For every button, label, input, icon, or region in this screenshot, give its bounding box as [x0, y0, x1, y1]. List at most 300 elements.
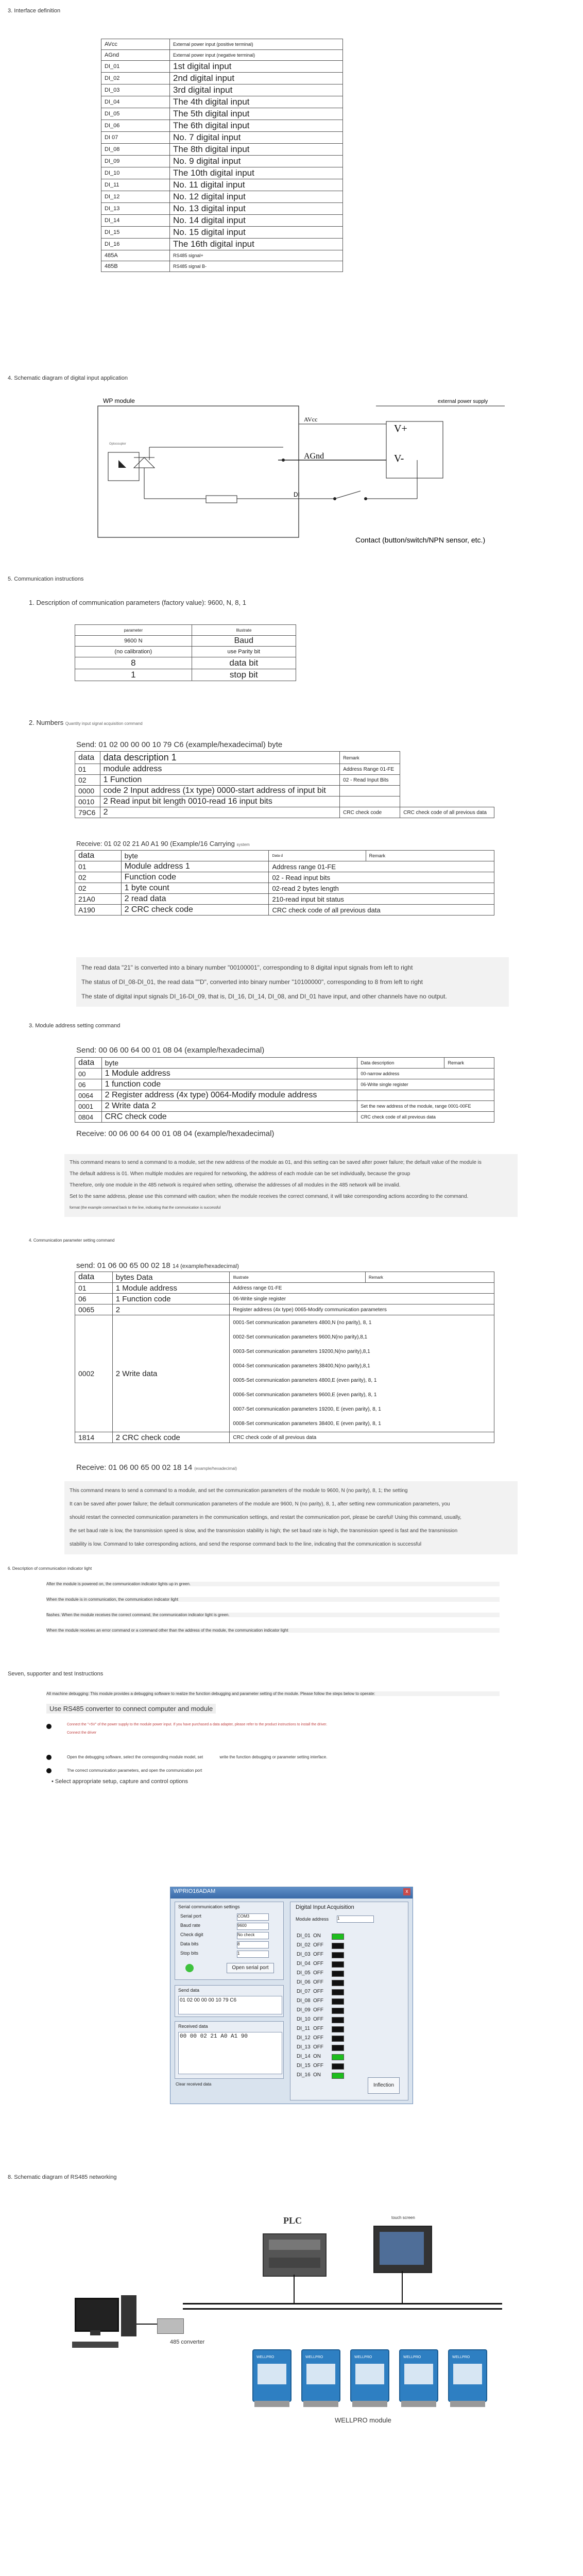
- note-line: Set to the same address, please use this command with caution; when the module receives the correct command, it will take corresponding actions according to the command.: [70, 1194, 469, 1199]
- table-row: [101, 120, 343, 132]
- header-cell: Remark: [444, 1058, 494, 1069]
- di-status: OFF: [313, 1989, 323, 1994]
- header-cell: parameter: [75, 625, 192, 636]
- pin-name: DI_16: [101, 239, 170, 250]
- step1: Use RS485 converter to connect computer and module: [46, 1704, 216, 1714]
- di-label: DI_04: [297, 1961, 311, 1967]
- table-header: [75, 1272, 494, 1283]
- table-row: [75, 1283, 494, 1294]
- pin-description: The 8th digital input: [170, 144, 343, 156]
- note-line: This command means to send a command to a module, and set the communication parameters of the module to 9600, N (no parity), 8, 1; the setting: [70, 1488, 408, 1494]
- table-row: [101, 96, 343, 108]
- table-row: [75, 883, 494, 894]
- table-row: [75, 1294, 494, 1304]
- table-row: [75, 786, 494, 796]
- di-status: OFF: [313, 1979, 323, 1985]
- table-cell: [340, 796, 400, 807]
- note-line: It can be saved after power failure; the default communication parameters of the module are 9600, N (no parity), 8, 1, after setting new communication parameters, you: [70, 1501, 450, 1507]
- table-cell: 210-read input bit status: [269, 894, 494, 905]
- header-cell: Data d: [269, 851, 366, 861]
- header-cell: Data description: [357, 1058, 444, 1069]
- table-cell: Address range 01-FE: [230, 1283, 494, 1294]
- di-status: OFF: [313, 1970, 323, 1976]
- table-cell: 2 read data: [121, 894, 269, 905]
- table-cell: data bit: [192, 657, 296, 669]
- databits-label: Data bits: [180, 1941, 199, 1946]
- wellpro-module: WELLPRO: [301, 2349, 340, 2402]
- di-label: DI_13: [297, 2044, 311, 2050]
- table-cell: Function code: [121, 872, 269, 883]
- note-line: should restart the connected communication parameters in the communication settings, and restart the communication port, please be careful! Using this command, usually,: [70, 1515, 461, 1520]
- table-cell: CRC check code of all previous data: [230, 1432, 494, 1443]
- di-status: OFF: [313, 1942, 323, 1948]
- header-cell: data description 1: [100, 752, 340, 764]
- pin-name: DI_12: [101, 191, 170, 203]
- pin-description: The 10th digital input: [170, 167, 343, 179]
- table-row: [75, 861, 494, 872]
- di-status: OFF: [313, 2026, 323, 2031]
- pin-name: DI_03: [101, 84, 170, 96]
- di-status: ON: [313, 2072, 321, 2078]
- table-cell: 01: [75, 1283, 113, 1294]
- table-row: [101, 227, 343, 239]
- port-select[interactable]: COM3: [237, 1913, 269, 1921]
- table-cell: 2 Write data 2: [101, 1101, 357, 1112]
- receive-label: Receive: 01 02 02 21 A0 A1 90 (Example/16 Carrying system: [76, 840, 250, 848]
- section-heading: 4. Schematic diagram of digital input application: [8, 375, 128, 381]
- optocoupler-label: Optocoupler: [109, 443, 126, 446]
- table-cell: 0010: [75, 796, 100, 807]
- received-data-label: Received data: [178, 2024, 208, 2029]
- pin-description: External power input (negative terminal): [170, 50, 343, 61]
- header-cell: Remark: [365, 1272, 494, 1283]
- comm-value: 0003-Set communication parameters 19200,N(no parity),8,1: [233, 1349, 370, 1354]
- di-led-icon: [332, 2054, 344, 2060]
- table-cell: code 2 Input address (1x type) 0000-start address of input bit: [100, 786, 340, 796]
- pin-name: 485B: [101, 261, 170, 272]
- pin-name: DI_11: [101, 179, 170, 191]
- collect-button[interactable]: Inflection: [368, 2077, 400, 2094]
- table-row: [75, 1304, 494, 1315]
- table-cell: 1 Function code: [112, 1294, 230, 1304]
- table-row: [101, 132, 343, 144]
- pin-name: 485A: [101, 250, 170, 261]
- addr-note: [64, 1154, 518, 1217]
- addr-receive-label: Receive: 00 06 00 64 00 01 08 04 (example/hexadecimal): [76, 1129, 275, 1138]
- module-address-label: Module address: [296, 1917, 329, 1922]
- table-row: [75, 1315, 494, 1432]
- comm-value: 0005-Set communication parameters 4800,E (even parity), 8, 1: [233, 1378, 377, 1383]
- check-select[interactable]: No check: [237, 1932, 269, 1939]
- bus-line: [183, 2303, 502, 2304]
- pin-name: AGnd: [101, 50, 170, 61]
- table-cell: 2 Write data: [112, 1315, 230, 1432]
- di-status: OFF: [313, 1952, 323, 1957]
- pin-name: DI_13: [101, 203, 170, 215]
- table-row: [75, 764, 494, 775]
- explain-line: The state of digital input signals DI_16-DI_09, that is, DI_16, DI_14, DI_08, and DI_01 have input, and other channels have no output.: [81, 993, 447, 1000]
- send-data-label: Send data: [178, 1988, 200, 1993]
- table-cell: CRC check code of all previous data: [400, 807, 494, 818]
- table-row: [101, 39, 343, 50]
- table-row: [101, 167, 343, 179]
- intro: All machine debugging: This module provides a debugging software to realize the function debugging and parameter setting of the module. Please follow the steps below to operate:: [46, 1691, 500, 1696]
- sub-heading: 4. Communication parameter setting command: [29, 1238, 115, 1243]
- table-cell: 02-read 2 bytes length: [269, 883, 494, 894]
- pin-description: No. 15 digital input: [170, 227, 343, 239]
- pin-description: 1st digital input: [170, 61, 343, 73]
- di-label: DI_10: [297, 2016, 311, 2022]
- port-label: Serial port: [180, 1913, 202, 1919]
- table-cell: Address Range 01-FE: [340, 764, 400, 775]
- table-row: [75, 657, 296, 669]
- pin-description: No. 14 digital input: [170, 215, 343, 227]
- table-cell: 00-narrow address: [357, 1069, 494, 1079]
- header-cell: data: [75, 752, 100, 764]
- comm-value: 0002-Set communication parameters 9600,N(no parity),8,1: [233, 1334, 368, 1340]
- table-cell: 1 Function: [100, 775, 340, 786]
- table-row: [101, 50, 343, 61]
- comm-value: 0006-Set communication parameters 9600,E (even parity), 8, 1: [233, 1392, 377, 1398]
- baud-select[interactable]: 9600: [237, 1923, 269, 1930]
- table-cell: 06: [75, 1079, 102, 1090]
- di-label: DI_16: [297, 2072, 311, 2078]
- table-cell: Module address 1: [121, 861, 269, 872]
- baud-label: Baud rate: [180, 1923, 201, 1928]
- header-cell: Illustrate: [192, 625, 296, 636]
- pin-description: The 6th digital input: [170, 120, 343, 132]
- send-panel: [175, 1985, 284, 2017]
- table-cell: 9600 N: [75, 636, 192, 647]
- table-row: [75, 807, 494, 818]
- step2: Connect the "+5V" of the power supply to the module power input. If you have purchased a data adapter, please refer to the product instructions to install the driver.: [67, 1723, 328, 1726]
- stopbits-label: Stop bits: [180, 1951, 199, 1956]
- comm-value: 0007-Set communication parameters 19200, E (even parity), 8, 1: [233, 1406, 381, 1412]
- table-row: [75, 1112, 494, 1123]
- pin-name: DI 07: [101, 132, 170, 144]
- clear-received-button[interactable]: Clear received data: [176, 2082, 212, 2087]
- di-label: DI_11: [297, 2026, 310, 2031]
- contact-label: Contact (button/switch/NPN sensor, etc.): [355, 536, 486, 544]
- table-cell: [230, 1315, 494, 1432]
- vplus-label: V+: [394, 423, 407, 434]
- computer-tower: [121, 2295, 136, 2336]
- di-label: DI_15: [297, 2063, 311, 2069]
- table-row: [101, 191, 343, 203]
- received-data-field[interactable]: 00 00 02 21 A0 A1 90: [178, 2032, 282, 2074]
- pin-description: The 4th digital input: [170, 96, 343, 108]
- header-cell: Illustrate: [230, 1272, 365, 1283]
- header-cell: byte: [101, 1058, 357, 1069]
- pin-description: The 16th digital input: [170, 239, 343, 250]
- table-cell: 1 Module address: [101, 1069, 357, 1079]
- header-cell: bytes Data: [112, 1272, 230, 1283]
- step2b: Connect the driver: [67, 1731, 97, 1735]
- pin-name: DI_15: [101, 227, 170, 239]
- di-label: DI_03: [297, 1952, 311, 1957]
- table-cell: 02 - Read Input Bits: [340, 775, 400, 786]
- step3: Open the debugging software, select the corresponding module model, set write the function debugging or parameter setting interface.: [67, 1755, 328, 1759]
- table-header: [75, 851, 494, 861]
- table-row: [75, 894, 494, 905]
- table-row: [101, 144, 343, 156]
- di-label: DI_02: [297, 1942, 311, 1948]
- pin-name: AVcc: [101, 39, 170, 50]
- table-row: [75, 1432, 494, 1443]
- sub-heading: 3. Module address setting command: [29, 1023, 121, 1029]
- di-led-icon: [332, 2073, 344, 2079]
- table-row: [101, 73, 343, 84]
- plc-device: [263, 2233, 327, 2277]
- wellpro-module: WELLPRO: [252, 2349, 292, 2402]
- table-cell: [340, 786, 400, 796]
- digital-input-title: Digital Input Acquisition: [296, 1904, 354, 1910]
- table-row: [75, 636, 296, 647]
- header-cell: data: [75, 851, 122, 861]
- di-status: OFF: [313, 1998, 323, 2004]
- table-cell: 0001: [75, 1101, 102, 1112]
- comm-receive-label: Receive: 01 06 00 65 00 02 18 14 (example/hexadecimal): [76, 1463, 237, 1472]
- computer-monitor: [75, 2298, 119, 2332]
- di-label: DI_06: [297, 1979, 311, 1985]
- serial-settings-label: Serial communication settings: [178, 1904, 240, 1909]
- table-cell: 2: [112, 1304, 230, 1315]
- di-led-icon: [332, 2063, 344, 2070]
- table-row: [101, 179, 343, 191]
- table-cell: CRC check code of all previous data: [269, 905, 494, 916]
- comm-note: [64, 1481, 518, 1554]
- table-row: [101, 84, 343, 96]
- comm-value: 0001-Set communication parameters 4800,N (no parity), 8, 1: [233, 1320, 372, 1326]
- di-label: DI_01: [297, 1933, 311, 1939]
- table-cell: CRC check code of all previous data: [357, 1112, 494, 1123]
- table-cell: 21A0: [75, 894, 122, 905]
- di-led-icon: [332, 2036, 344, 2042]
- table-cell: use Parity bit: [192, 647, 296, 657]
- di-label: DI_05: [297, 1970, 311, 1976]
- pin-name: DI_09: [101, 156, 170, 167]
- pin-description: No. 11 digital input: [170, 179, 343, 191]
- table-cell: 06-Write single register: [230, 1294, 494, 1304]
- pin-name: DI_14: [101, 215, 170, 227]
- table-cell: 00: [75, 1069, 102, 1079]
- table-row: [75, 669, 296, 681]
- pin-description: 3rd digital input: [170, 84, 343, 96]
- indicator-line: After the module is powered on, the communication indicator lights up in green.: [46, 1582, 500, 1586]
- comm-value: 0004-Set communication parameters 38400,N(no parity),8,1: [233, 1363, 370, 1369]
- wellpro-module: WELLPRO: [399, 2349, 438, 2402]
- di-led-icon: [332, 1961, 344, 1968]
- comm-send-label: send: 01 06 00 65 00 02 18 14 (example/hexadecimal): [76, 1261, 239, 1270]
- di-status: OFF: [313, 2007, 323, 2013]
- di-led-icon: [332, 1934, 344, 1940]
- section-heading: 6. Description of communication indicator light: [8, 1566, 92, 1571]
- table-cell: 2: [100, 807, 340, 818]
- converter-device: [157, 2318, 184, 2334]
- header-cell: Remark: [366, 851, 494, 861]
- close-icon[interactable]: x: [403, 1888, 410, 1895]
- step5: • Select appropriate setup, capture and control options: [52, 1778, 188, 1785]
- di-led-icon: [332, 1998, 344, 2005]
- table-cell: Address range 01-FE: [269, 861, 494, 872]
- comm-value: 0008-Set communication parameters 38400, E (even parity), 8, 1: [233, 1421, 381, 1427]
- pin-description: External power input (positive terminal): [170, 39, 343, 50]
- addr-send-label: Send: 00 06 00 64 00 01 08 04 (example/hexadecimal): [76, 1046, 265, 1055]
- note-line: Therefore, only one module in the 485 network is required when setting, otherwise the addresses of all modules in the 485 network will be invalid.: [70, 1182, 401, 1188]
- wellpro-module: WELLPRO: [350, 2349, 389, 2402]
- table-cell: 79C6: [75, 807, 100, 818]
- table-cell: 8: [75, 657, 192, 669]
- pin-name: DI_01: [101, 61, 170, 73]
- table-cell: stop bit: [192, 669, 296, 681]
- di-led-icon: [332, 1989, 344, 1995]
- open-port-button[interactable]: Open serial port: [227, 1963, 274, 1973]
- plc-label: PLC: [283, 2215, 302, 2226]
- section-heading: Seven, supporter and test Instructions: [8, 1671, 104, 1677]
- table-row: [101, 203, 343, 215]
- bullet-icon: [46, 1724, 52, 1729]
- table-row: [75, 872, 494, 883]
- table-cell: 1: [75, 669, 192, 681]
- note-line: format (the example command back to the line, indicating that the communication is successful: [70, 1206, 221, 1210]
- touch-screen: [373, 2226, 432, 2273]
- pin-description: The 5th digital input: [170, 108, 343, 120]
- di-led-icon: [332, 2008, 344, 2014]
- table-row: [75, 1090, 494, 1101]
- send-table: [75, 751, 494, 818]
- sub-heading: 1. Description of communication parameters (factory value): 9600, N, 8, 1: [29, 599, 246, 606]
- table-cell: (no calibration): [75, 647, 192, 657]
- pin-name: DI_04: [101, 96, 170, 108]
- touch-label: touch screen: [391, 2215, 415, 2220]
- indicator-line: flashes. When the module receives the correct command, the communication indicator light is green.: [46, 1613, 500, 1617]
- pin-description: RS485 signal+: [170, 250, 343, 261]
- table-row: [101, 61, 343, 73]
- digital-input-schematic: [77, 396, 541, 550]
- debug-software-window: [170, 1887, 413, 2104]
- di-status: OFF: [313, 2016, 323, 2022]
- table-cell: 01: [75, 764, 100, 775]
- di-label: DI_12: [297, 2035, 311, 2041]
- table-cell: 02 - Read input bits: [269, 872, 494, 883]
- pin-description: 2nd digital input: [170, 73, 343, 84]
- table-header: [75, 1058, 494, 1069]
- table-row: [75, 775, 494, 786]
- table-cell: A190: [75, 905, 122, 916]
- ext-supply-label: external power supply: [438, 399, 488, 404]
- pin-description: RS485 signal B-: [170, 261, 343, 272]
- pin-name: DI_02: [101, 73, 170, 84]
- table-row: [101, 239, 343, 250]
- agnd-label: AGnd: [304, 452, 324, 461]
- pin-description: No. 13 digital input: [170, 203, 343, 215]
- table-cell: 2 CRC check code: [121, 905, 269, 916]
- vminus-label: V-: [394, 453, 404, 464]
- bullet-icon: [46, 1768, 52, 1773]
- pin-name: DI_10: [101, 167, 170, 179]
- table-cell: 1 function code: [101, 1079, 357, 1090]
- table-cell: 06: [75, 1294, 113, 1304]
- header-cell: data: [75, 1058, 102, 1069]
- di-label: DI_14: [297, 2054, 311, 2059]
- section-heading: 5. Communication instructions: [8, 576, 84, 582]
- wellpro-module: WELLPRO: [448, 2349, 487, 2402]
- explain-line: The read data "21" is converted into a binary number "00100001", corresponding to 8 digital input signals from left to right: [81, 964, 413, 971]
- di-status: OFF: [313, 2035, 323, 2041]
- header-cell: byte: [121, 851, 269, 861]
- module-label: WELLPRO module: [335, 2416, 391, 2424]
- receive-panel: [175, 2021, 284, 2079]
- converter-label: 485 converter: [170, 2339, 205, 2345]
- note-line: The default address is 01. When multiple modules are required for networking, the address of each module can be set individually, because the group: [70, 1171, 410, 1177]
- di-led-icon: [332, 2026, 344, 2032]
- di-led-icon: [332, 2045, 344, 2051]
- table-cell: module address: [100, 764, 340, 775]
- table-row: [101, 156, 343, 167]
- table-cell: 02: [75, 775, 100, 786]
- table-cell: [357, 1090, 494, 1101]
- table-cell: 01: [75, 861, 122, 872]
- pin-description: No. 9 digital input: [170, 156, 343, 167]
- di-label: DI_09: [297, 2007, 311, 2013]
- di-status: ON: [313, 1933, 321, 1939]
- indicator-line: When the module is in communication, the communication indicator light: [46, 1597, 500, 1602]
- di-status: OFF: [313, 2044, 323, 2050]
- table-cell: 1 byte count: [121, 883, 269, 894]
- di-led-icon: [332, 1952, 344, 1958]
- table-cell: Set the new address of the module, range 0001-00FE: [357, 1101, 494, 1112]
- table-header: [75, 625, 296, 636]
- pin-name: DI_05: [101, 108, 170, 120]
- table-cell: 1 Module address: [112, 1283, 230, 1294]
- table-row: [101, 108, 343, 120]
- table-cell: 0064: [75, 1090, 102, 1101]
- section-heading: 8. Schematic diagram of RS485 networking: [8, 2174, 117, 2180]
- digital-input-panel: [290, 1902, 408, 2100]
- receive-table: [75, 850, 494, 916]
- send-data-field[interactable]: 01 02 00 00 00 10 79 C6: [178, 1996, 282, 2014]
- pin-description: No. 12 digital input: [170, 191, 343, 203]
- di-label: DI: [294, 491, 300, 498]
- table-cell: 2 Read input bit length 0010-read 16 input bits: [100, 796, 340, 807]
- serial-settings-panel: [175, 1902, 284, 1980]
- databits-select[interactable]: 8: [237, 1941, 269, 1948]
- interface-table: [101, 39, 343, 272]
- pin-name: DI_06: [101, 120, 170, 132]
- stopbits-select[interactable]: 1: [237, 1951, 269, 1958]
- table-row: [75, 1069, 494, 1079]
- module-address-select[interactable]: 1: [337, 1916, 374, 1923]
- status-led-icon: [185, 1964, 194, 1972]
- note-line: the set baud rate is low, the transmission speed is slow, and the transmission stability is high; the set baud rate is high, the transmission speed is fast and the transmission: [70, 1528, 458, 1534]
- di-status: ON: [313, 2054, 321, 2059]
- param-table: [75, 624, 296, 681]
- table-header: [75, 752, 494, 764]
- read-explain: [76, 957, 509, 1007]
- table-row: [101, 215, 343, 227]
- table-row: [75, 1079, 494, 1090]
- table-cell: 02: [75, 872, 122, 883]
- step4: The correct communication parameters, and open the communication port: [67, 1768, 202, 1773]
- table-row: [75, 796, 494, 807]
- table-cell: Baud: [192, 636, 296, 647]
- pin-description: No. 7 digital input: [170, 132, 343, 144]
- header-cell: data: [75, 1272, 113, 1283]
- explain-line: The status of DI_08-DI_01, the read data ""D", converted into binary number "10100000", corresponding to 8 from left to right: [81, 978, 423, 986]
- di-status: OFF: [313, 2063, 323, 2069]
- table-row: [75, 647, 296, 657]
- table-cell: 1814: [75, 1432, 113, 1443]
